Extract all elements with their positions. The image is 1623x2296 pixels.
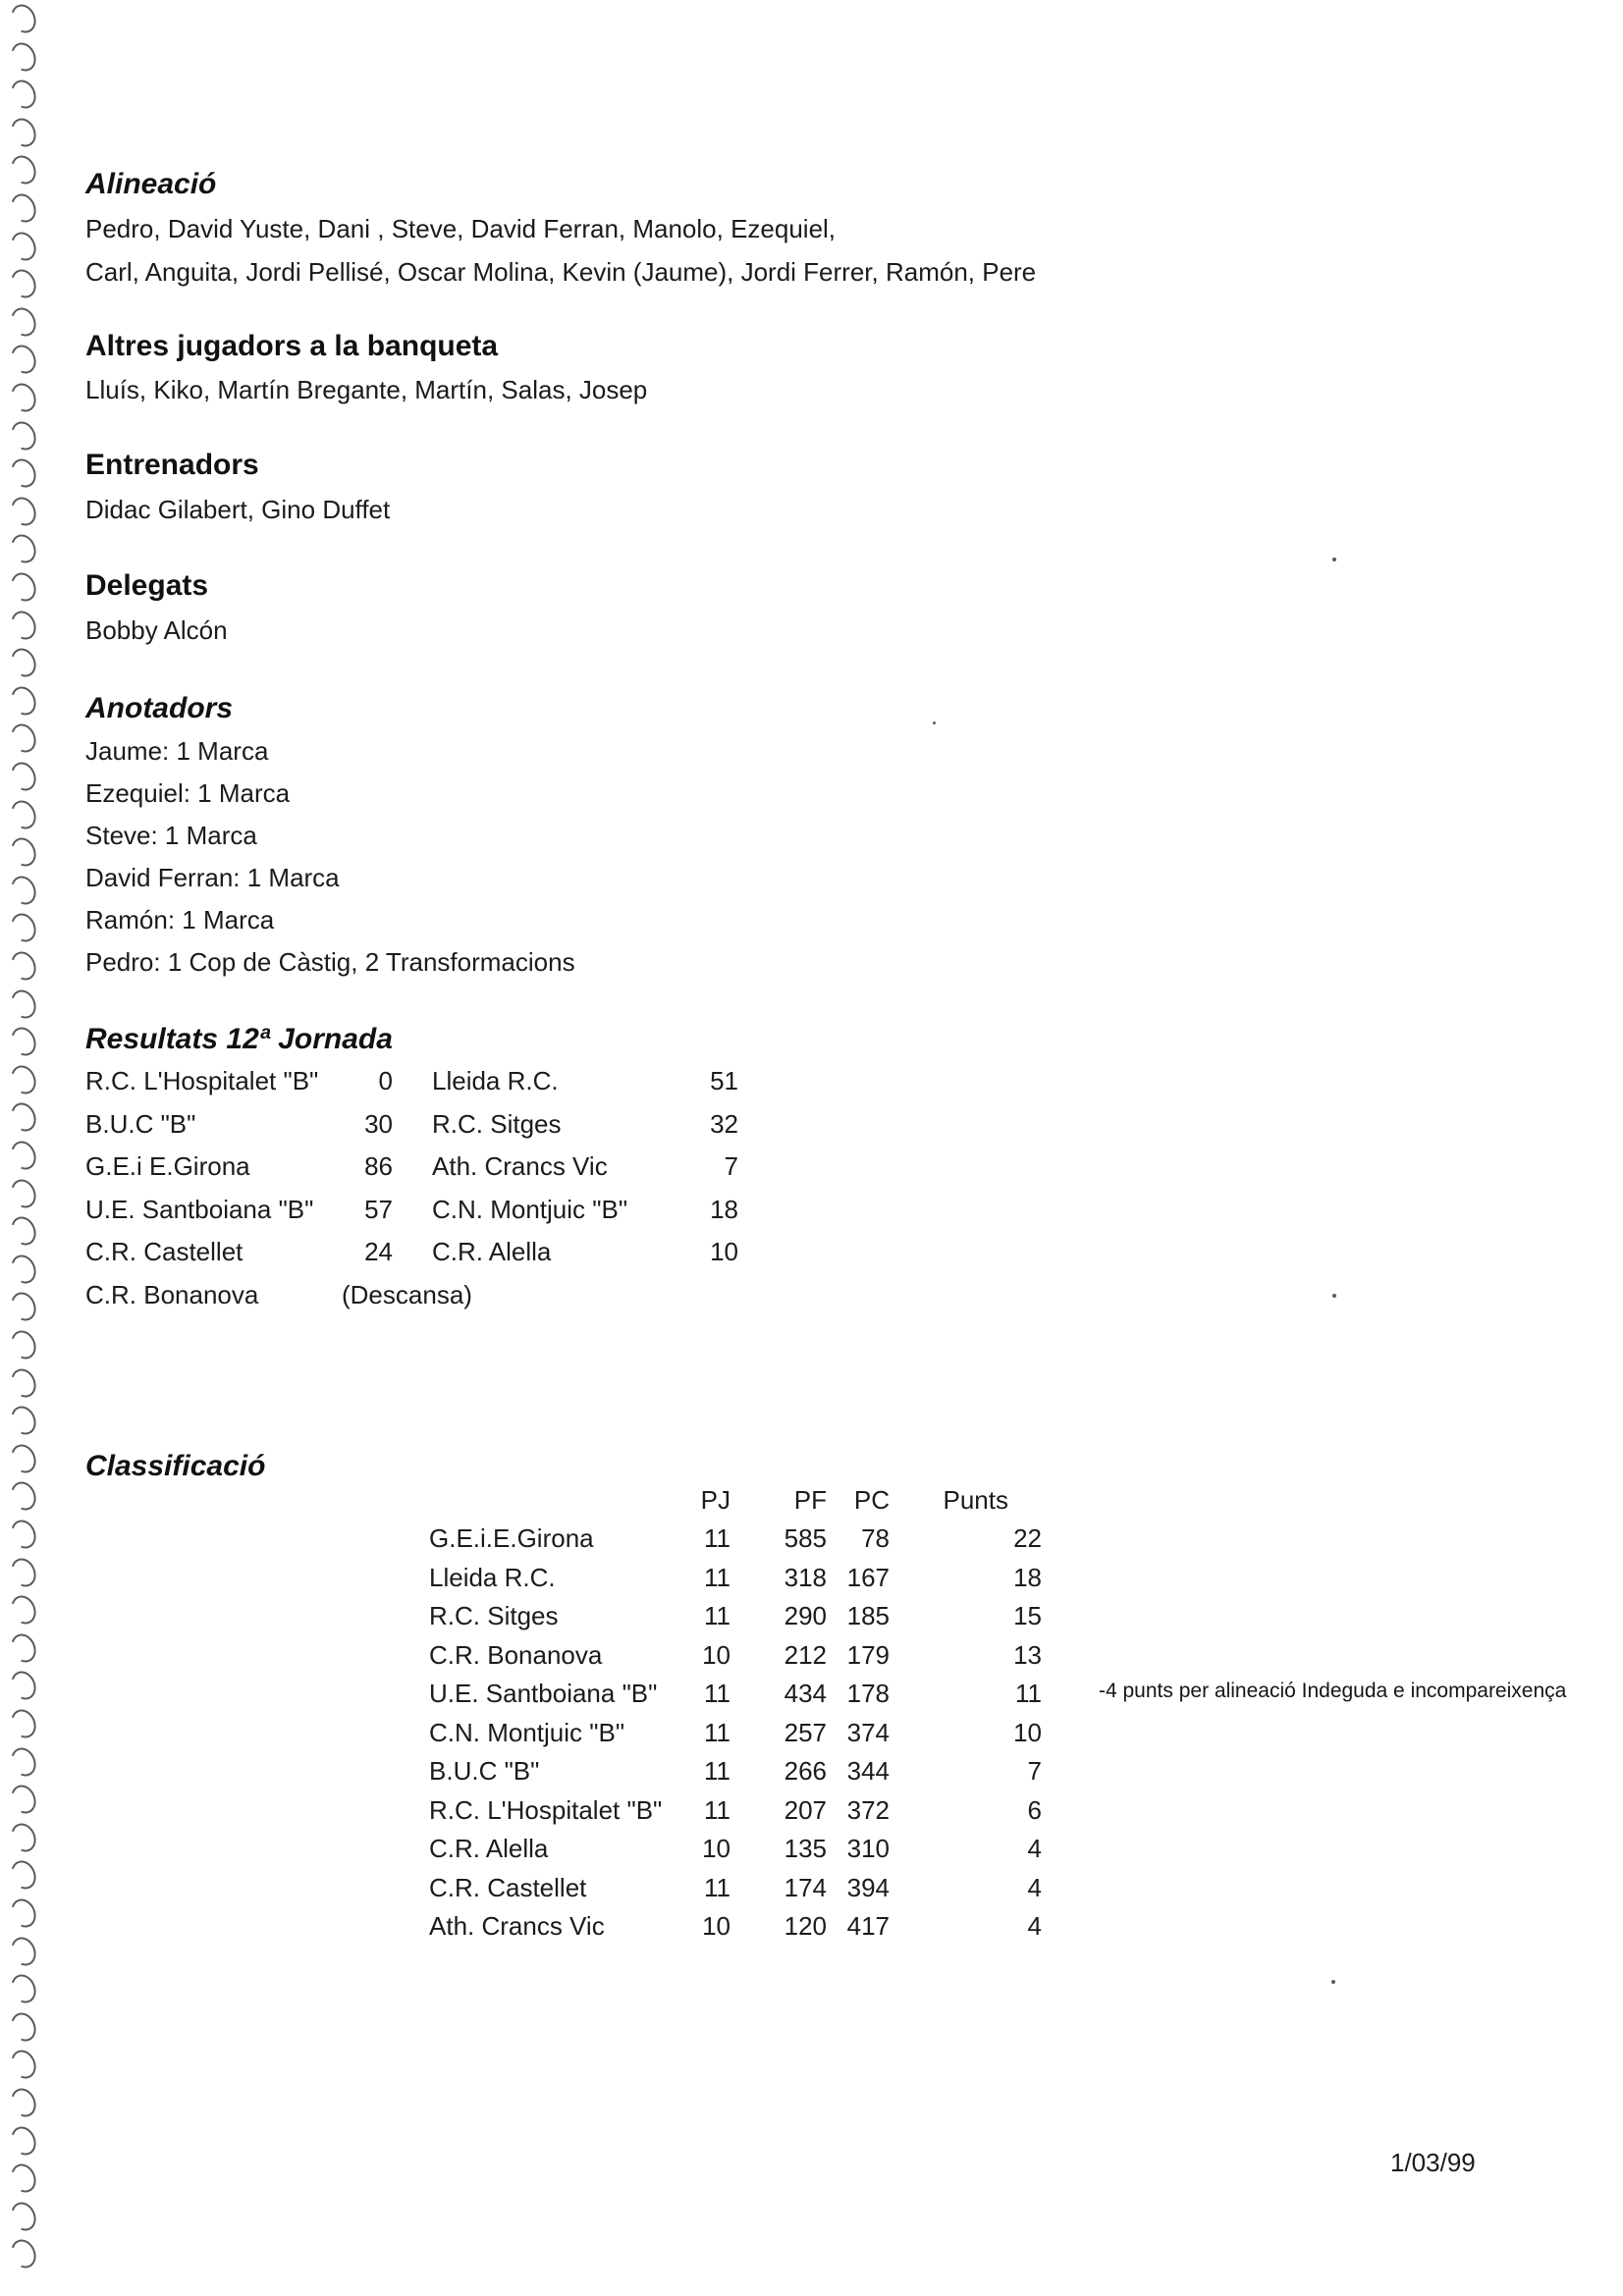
alineacio-line: Pedro, David Yuste, Dani , Steve, David Ferran, Manolo, Ezequiel, — [85, 214, 837, 243]
classification-punts: 18 — [1013, 1562, 1042, 1592]
binding-mark-icon — [7, 38, 40, 75]
binding-mark-icon — [7, 77, 40, 113]
result-row — [85, 1231, 738, 1274]
anotadors-line: Pedro: 1 Cop de Càstig, 2 Transformacions — [85, 947, 575, 977]
binding-mark-icon — [7, 455, 40, 492]
classification-pc: 310 — [846, 1834, 890, 1863]
result-away-score: 51 — [710, 1066, 738, 1095]
binding-mark-icon — [7, 568, 40, 605]
result-home-score: 86 — [364, 1151, 393, 1181]
binding-mark-icon — [7, 607, 40, 643]
section-title-entrenadors: Entrenadors — [85, 449, 259, 481]
classification-pj: 11 — [704, 1717, 730, 1747]
binding-mark-icon — [7, 1289, 40, 1325]
classification-header-pc: PC — [853, 1485, 890, 1515]
classification-header-pj: PJ — [700, 1485, 730, 1515]
binding-mark-icon — [7, 1629, 40, 1666]
binding-mark-icon — [7, 1705, 40, 1741]
binding-mark-icon — [7, 986, 40, 1022]
classification-pf: 266 — [784, 1756, 827, 1786]
section-title-banqueta: Altres jugadors a la banqueta — [85, 330, 499, 362]
binding-mark-icon — [7, 1933, 40, 1969]
result-home-team: B.U.C "B" — [85, 1108, 196, 1139]
scan-speck — [933, 721, 936, 724]
binding-mark-icon — [7, 531, 40, 567]
classification-row — [429, 1520, 1042, 1559]
binding-mark-icon — [7, 2084, 40, 2120]
classification-punts: 11 — [1015, 1679, 1042, 1708]
result-away-team: C.R. Alella — [432, 1237, 552, 1266]
banqueta-players: Lluís, Kiko, Martín Bregante, Martín, Salas, Josep — [85, 375, 648, 404]
binding-mark-icon — [7, 1024, 40, 1060]
binding-mark-icon — [7, 114, 40, 150]
binding-mark-icon — [7, 0, 40, 36]
binding-mark-icon — [7, 1251, 40, 1287]
classification-punts: 4 — [1027, 1872, 1042, 1902]
classification-pc: 417 — [846, 1911, 890, 1941]
result-away-score: 18 — [710, 1194, 738, 1224]
anotadors-list — [85, 730, 575, 984]
classification-row — [429, 1791, 1042, 1831]
classification-pf: 290 — [784, 1601, 827, 1630]
result-away-team: C.N. Montjuic "B" — [432, 1194, 628, 1224]
binding-mark-icon — [7, 2161, 40, 2197]
result-home-score: 57 — [364, 1194, 393, 1224]
penalty-note: -4 punts per alineació Indeguda e incompareixença — [1099, 1680, 1567, 1702]
classification-pj: 11 — [704, 1794, 730, 1825]
binding-mark-icon — [7, 266, 40, 302]
binding-mark-icon — [7, 947, 40, 984]
classification-pc: 178 — [846, 1679, 890, 1708]
binding-mark-icon — [7, 796, 40, 832]
binding-mark-icon — [7, 1516, 40, 1552]
binding-mark-icon — [7, 1478, 40, 1515]
classification-team: C.R. Castellet — [429, 1872, 587, 1902]
classification-pc: 394 — [846, 1872, 890, 1902]
classification-punts: 22 — [1013, 1523, 1042, 1553]
classification-header-pf: PF — [793, 1485, 827, 1515]
scan-speck — [1331, 1980, 1335, 1984]
section-title-delegats: Delegats — [85, 569, 209, 602]
result-away-score: 32 — [710, 1108, 738, 1139]
alineacio-line: Carl, Anguita, Jordi Pellisé, Oscar Molina, Kevin (Jaume), Jordi Ferrer, Ramón, Pere — [85, 256, 1037, 287]
binding-mark-icon — [7, 645, 40, 681]
classification-header-punts: Punts — [943, 1485, 1008, 1515]
result-home-team: U.E. Santboiana "B" — [85, 1194, 314, 1224]
result-row — [85, 1189, 738, 1232]
delegats-names: Bobby Alcón — [85, 615, 228, 645]
classification-pf: 434 — [784, 1679, 827, 1708]
classification-pj: 11 — [704, 1679, 730, 1708]
binding-mark-icon — [7, 834, 40, 871]
classification-team: C.N. Montjuic "B" — [429, 1717, 625, 1747]
section-title-alineacio: Alineació — [85, 168, 217, 200]
classification-row — [429, 1752, 1042, 1791]
results-table — [85, 1060, 738, 1316]
classification-pj: 11 — [704, 1872, 730, 1902]
result-away-team: R.C. Sitges — [432, 1108, 562, 1139]
classification-pj: 10 — [702, 1834, 730, 1863]
binding-mark-icon — [7, 1440, 40, 1476]
binding-mark-icon — [7, 1592, 40, 1629]
result-home-team: C.R. Bonanova — [85, 1279, 259, 1309]
anotadors-line: Ramón: 1 Marca — [85, 905, 275, 934]
classification-team: Lleida R.C. — [429, 1562, 556, 1592]
binding-mark-icon — [7, 189, 40, 226]
binding-mark-icon — [7, 1061, 40, 1097]
result-home-team: G.E.i E.Girona — [85, 1151, 250, 1181]
classification-row — [429, 1830, 1042, 1869]
classification-punts: 4 — [1027, 1911, 1042, 1941]
binding-mark-icon — [7, 682, 40, 719]
binding-mark-icon — [7, 2198, 40, 2234]
binding-mark-icon — [7, 758, 40, 794]
classification-punts: 10 — [1013, 1717, 1042, 1747]
binding-mark-icon — [7, 1857, 40, 1894]
entrenadors-names: Didac Gilabert, Gino Duffet — [85, 495, 391, 524]
classification-pf: 207 — [784, 1794, 827, 1825]
classification-pf: 257 — [784, 1717, 827, 1747]
binding-mark-icon — [7, 721, 40, 757]
binding-mark-icon — [7, 1895, 40, 1931]
section-title-resultats: Resultats 12ª Jornada — [85, 1023, 393, 1055]
binding-mark-icon — [7, 228, 40, 264]
classification-pf: 135 — [784, 1834, 827, 1863]
result-row — [85, 1103, 738, 1147]
binding-mark-icon — [7, 1782, 40, 1818]
result-note: (Descansa) — [342, 1279, 472, 1309]
classification-team: B.U.C "B" — [429, 1756, 540, 1786]
scan-speck — [1332, 558, 1336, 561]
anotadors-line: Jaume: 1 Marca — [85, 736, 269, 766]
anotadors-line: Steve: 1 Marca — [85, 821, 257, 850]
section-title-anotadors: Anotadors — [85, 692, 233, 724]
binding-mark-icon — [7, 303, 40, 340]
classification-pf: 174 — [784, 1872, 827, 1902]
anotadors-line: David Ferran: 1 Marca — [85, 863, 340, 892]
classification-row — [429, 1869, 1042, 1908]
binding-mark-icon — [7, 1743, 40, 1780]
binding-mark-icon — [7, 2008, 40, 2045]
classification-pc: 179 — [846, 1639, 890, 1670]
binding-mark-icon — [7, 1099, 40, 1136]
classification-punts: 15 — [1013, 1601, 1042, 1630]
binding-mark-icon — [7, 1971, 40, 2007]
classification-pc: 374 — [846, 1717, 890, 1747]
result-row — [85, 1146, 738, 1189]
section-title-classificacio: Classificació — [85, 1450, 266, 1482]
classification-pj: 11 — [704, 1601, 730, 1630]
binding-mark-icon — [7, 1668, 40, 1704]
result-home-team: C.R. Castellet — [85, 1237, 243, 1266]
classification-header-row — [429, 1481, 1042, 1521]
result-home-team: R.C. L'Hospitalet "B" — [85, 1066, 319, 1095]
classification-punts: 6 — [1027, 1794, 1042, 1825]
classification-pc: 372 — [846, 1794, 890, 1825]
result-away-team: Ath. Crancs Vic — [432, 1151, 608, 1181]
classification-header-spacer — [429, 1481, 679, 1521]
binding-mark-icon — [7, 2236, 40, 2272]
result-home-score: 24 — [364, 1237, 393, 1266]
classification-row — [429, 1907, 1042, 1947]
classification-pc: 344 — [846, 1756, 890, 1786]
classification-pc: 185 — [846, 1601, 890, 1630]
classification-pj: 11 — [704, 1523, 730, 1553]
classification-punts: 7 — [1027, 1756, 1042, 1786]
classification-table — [429, 1520, 1042, 1947]
binding-mark-icon — [7, 1403, 40, 1439]
binding-mark-icon — [7, 1554, 40, 1590]
binding-mark-icon — [7, 152, 40, 188]
binding-mark-icon — [7, 1326, 40, 1362]
classification-team: R.C. Sitges — [429, 1601, 559, 1630]
scan-speck — [1332, 1294, 1336, 1298]
binding-mark-icon — [7, 1819, 40, 1855]
classification-pj: 11 — [704, 1756, 730, 1786]
binding-mark-icon — [7, 2047, 40, 2083]
binding-mark-icon — [7, 910, 40, 946]
classification-pf: 212 — [784, 1639, 827, 1670]
classification-team: R.C. L'Hospitalet "B" — [429, 1794, 663, 1825]
classification-row — [429, 1675, 1042, 1714]
binding-mark-icon — [7, 342, 40, 378]
binding-mark-icon — [7, 417, 40, 454]
classification-team: C.R. Bonanova — [429, 1639, 603, 1670]
alineacio-players — [85, 208, 1036, 294]
result-away-score: 10 — [710, 1237, 738, 1266]
binding-mark-icon — [7, 1137, 40, 1173]
classification-team: U.E. Santboiana "B" — [429, 1679, 658, 1708]
classification-pj: 10 — [702, 1639, 730, 1670]
binding-mark-icon — [7, 493, 40, 529]
classification-pf: 120 — [784, 1911, 827, 1941]
classification-row — [429, 1714, 1042, 1753]
classification-pc: 78 — [861, 1523, 890, 1553]
classification-pc: 167 — [846, 1562, 890, 1592]
result-row — [85, 1274, 738, 1317]
classification-pj: 10 — [702, 1911, 730, 1941]
binding-mark-icon — [7, 1213, 40, 1250]
classification-pf: 318 — [784, 1562, 827, 1592]
classification-row — [429, 1559, 1042, 1598]
result-away-score: 7 — [724, 1151, 738, 1181]
binding-mark-icon — [7, 872, 40, 908]
binding-mark-icon — [7, 1364, 40, 1401]
classification-team: G.E.i.E.Girona — [429, 1523, 594, 1553]
anotadors-line: Ezequiel: 1 Marca — [85, 778, 291, 808]
result-row — [85, 1060, 738, 1103]
classification-row — [429, 1636, 1042, 1676]
classification-punts: 4 — [1027, 1834, 1042, 1863]
binding-mark-icon — [7, 2122, 40, 2159]
result-away-team: Lleida R.C. — [432, 1066, 559, 1095]
classification-row — [429, 1597, 1042, 1636]
date-stamp: 1/03/99 — [1390, 2148, 1476, 2177]
result-home-score: 30 — [364, 1108, 393, 1139]
binding-mark-icon — [7, 1175, 40, 1211]
binding-mark-icon — [7, 379, 40, 415]
classification-team: Ath. Crancs Vic — [429, 1911, 605, 1941]
result-home-score: 0 — [378, 1066, 393, 1095]
classification-punts: 13 — [1013, 1639, 1042, 1670]
classification-pf: 585 — [784, 1523, 827, 1553]
classification-team: C.R. Alella — [429, 1834, 549, 1863]
classification-pj: 11 — [704, 1562, 730, 1592]
